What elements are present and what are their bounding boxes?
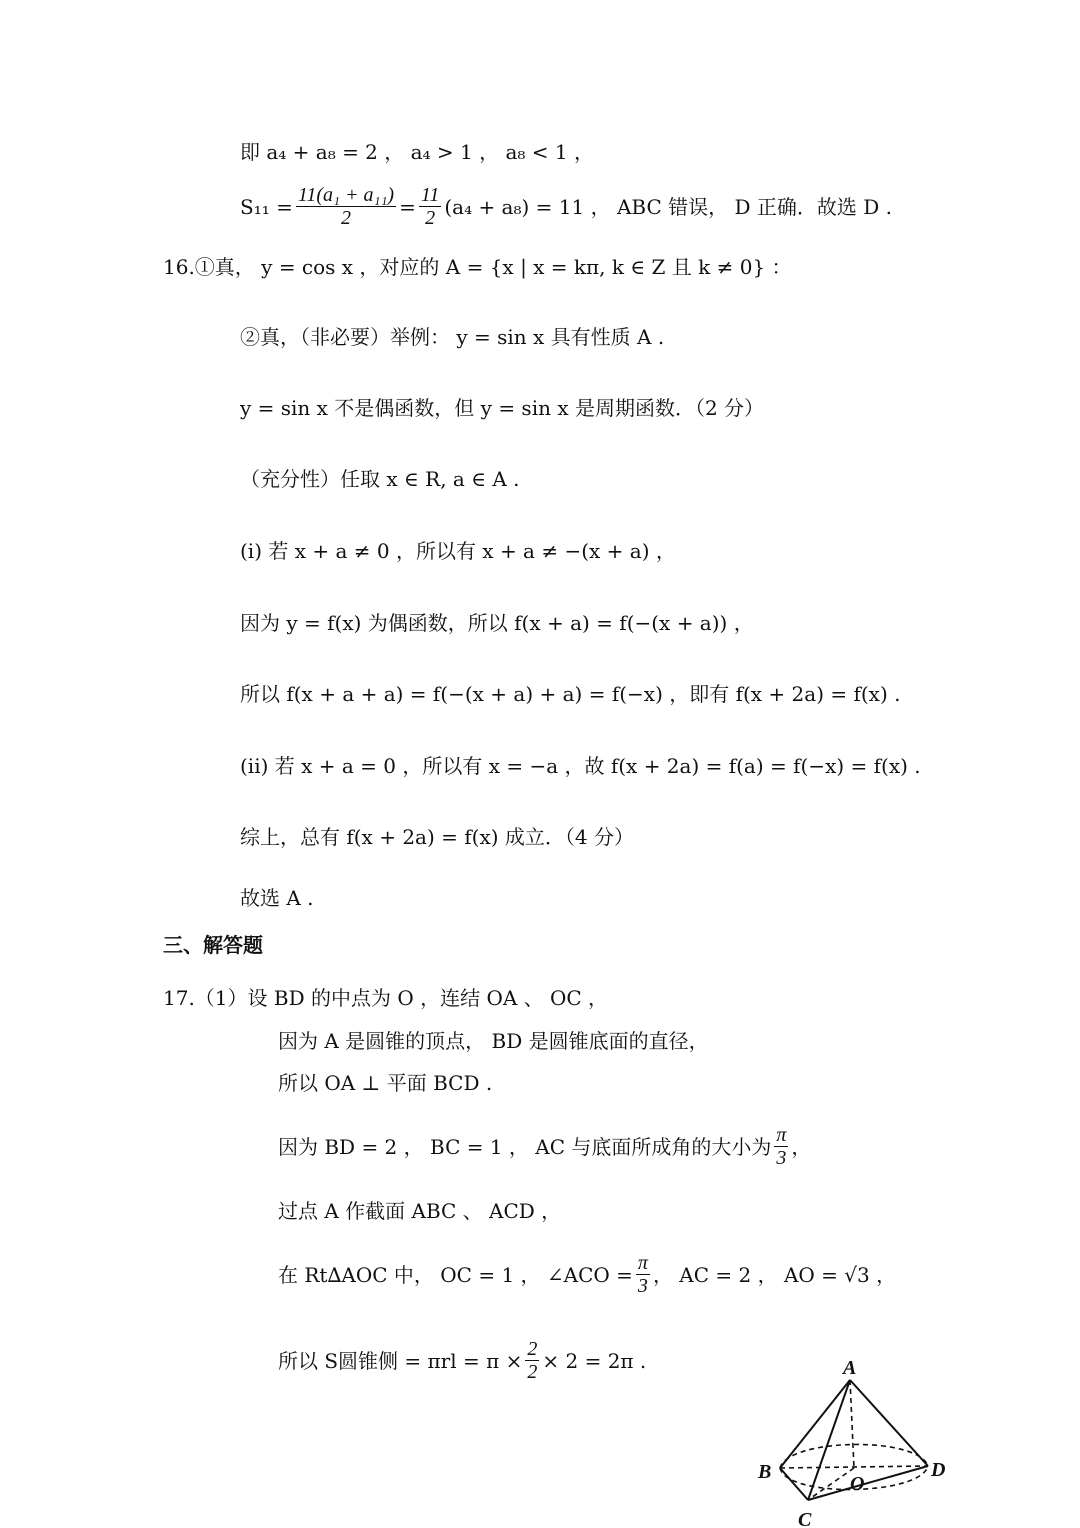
label-b: B [758,1461,772,1483]
fraction-1-numerator: 11(a₁ + a₁₁) [297,184,395,206]
text-line-12: 故选 A . [240,886,314,910]
text-line-19 [278,1252,896,1297]
fraction-pi-3-a [774,1124,788,1169]
edge-ab [780,1380,850,1468]
fraction-pi-3-b-numerator: π [637,1252,648,1274]
section-heading: 三、解答题 [163,933,263,957]
sum-conclusion: (a₄ + a₈) = 11 ， ABC 错误， D 正确．故选 D . [444,194,892,219]
fraction-2-2 [525,1338,539,1383]
fraction-2-denominator: 2 [425,207,436,229]
text-line-20 [278,1338,646,1383]
label-o: O [850,1473,865,1495]
fraction-1-denominator: 2 [340,207,351,229]
edge-cd [808,1466,928,1500]
fraction-1 [296,184,396,229]
text-line-4: ②真，（非必要）举例： y = sin x 具有性质 A . [240,325,665,349]
text-line-10: (ii) 若 x + a = 0 ，所以有 x = −a ，故 f(x + 2a) = f(a) = f(−x) = f(x) . [240,754,921,778]
label-d: D [931,1459,946,1481]
edge-ac [808,1380,850,1500]
text-line-8: 因为 y = f(x) 为偶函数，所以 f(x + a) = f(−(x + a)) ， [240,611,754,635]
fraction-2-2-denominator: 2 [527,1361,538,1383]
angle-statement: 因为 BD = 2 ， BC = 1 ， AC 与底面所成角的大小为 [278,1134,772,1159]
fraction-pi-3-a-denominator: 3 [776,1147,787,1169]
sum-label: S₁₁ = [240,194,293,219]
text-line-7: (i) 若 x + a ≠ 0 ，所以有 x + a ≠ −(x + a) ， [240,539,676,563]
area-statement: 所以 S圆锥侧 = πrl = π × [278,1348,523,1373]
fraction-2-2-numerator: 2 [527,1338,538,1360]
fraction-pi-3-b [636,1252,650,1297]
text-line-6: （充分性）任取 x ∈ R, a ∈ A . [240,467,520,491]
triangle-statement: 在 Rt∆AOC 中， OC = 1 ， ∠ACO = [278,1262,633,1287]
edge-ao-hidden [850,1380,854,1468]
text-line-14: 17.（1）设 BD 的中点为 O ，连结 OA 、 OC ， [163,986,609,1010]
text-line-1: 即 a₄ + a₈ = 2 ， a₄ > 1 ， a₈ < 1 ， [240,140,594,164]
comma: ， [791,1134,812,1159]
label-a: A [843,1357,857,1379]
edge-ad [850,1380,928,1466]
area-result: × 2 = 2π . [542,1348,647,1373]
text-line-17 [278,1124,811,1169]
triangle-values: ， AC = 2 ， AO = √3 ， [652,1262,897,1287]
text-line-3: 16.①真， y = cos x ，对应的 A = {x | x = kπ, k ∈ Z 且 k ≠ 0} ： [163,255,792,279]
text-line-15: 因为 A 是圆锥的顶点， BD 是圆锥底面的直径， [278,1029,709,1053]
cone-figure [748,1350,968,1528]
text-line-11: 综上，总有 f(x + 2a) = f(x) 成立．（4 分） [240,825,634,849]
fraction-2 [419,184,442,229]
fraction-2-numerator: 11 [420,184,440,206]
text-line-9: 所以 f(x + a + a) = f(−(x + a) + a) = f(−x) ，即有 f(x + 2a) = f(x) . [240,682,901,706]
label-c: C [798,1509,812,1528]
fraction-pi-3-b-denominator: 3 [637,1275,648,1297]
text-line-18: 过点 A 作截面 ABC 、 ACD ， [278,1199,562,1223]
edge-oc-hidden [808,1468,854,1500]
text-line-16: 所以 OA ⊥ 平面 BCD . [278,1071,493,1095]
fraction-pi-3-a-numerator: π [776,1124,787,1146]
equals-sign: = [399,194,416,219]
text-line-5: y = sin x 不是偶函数，但 y = sin x 是周期函数．（2 分） [240,396,765,420]
edge-bd-hidden [780,1466,928,1468]
text-line-2 [240,184,892,229]
